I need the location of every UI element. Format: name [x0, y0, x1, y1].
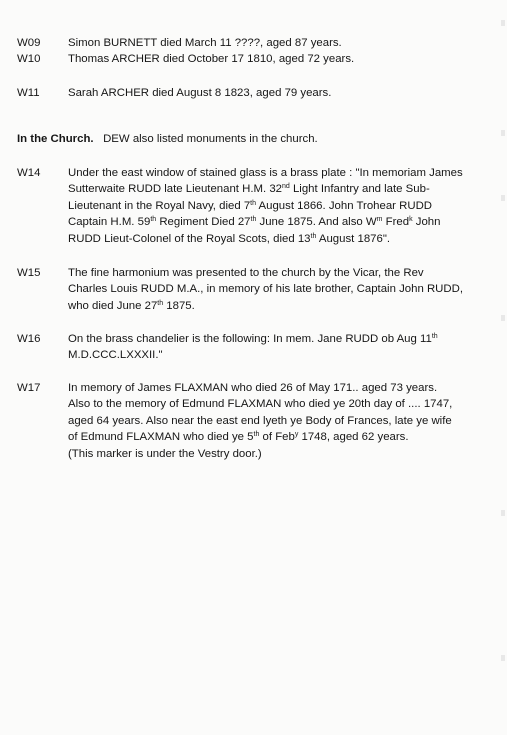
entry-line: Also to the memory of Edmund FLAXMAN who died ye 20th day of .... 1747,	[68, 398, 453, 411]
entry-line: Charles Louis RUDD M.A., in memory of his late brother, Captain John RUDD,	[68, 283, 464, 296]
entry-line: Lieutenant in the Royal Navy, died 7th August 1866. John Trohear RUDD	[68, 199, 433, 212]
entry-code: W11	[17, 87, 40, 99]
entry-code: W16	[17, 333, 41, 345]
scan-mark	[501, 130, 505, 136]
entry-line: Captain H.M. 59th Regiment Died 27th June 1875. And also $W^m$ Fred$^k$ John	[68, 216, 441, 229]
entry-line: of Edmund FLAXMAN who died ye 5th of Feb$^y$ 1748, aged 62 years.	[68, 431, 409, 444]
scan-mark	[501, 195, 505, 201]
entry-text	[68, 165, 498, 247]
entry-text	[68, 35, 498, 51]
scan-mark	[501, 655, 505, 661]
section-text: DEW also listed monuments in the church.	[103, 133, 318, 145]
entry-line: M.D.CCC.LXXXII."	[68, 349, 163, 362]
entry-line: Sutterwaite RUDD late Lieutenant H.M. 32nd Light Infantry and late Sub-	[68, 183, 430, 196]
scan-mark	[501, 315, 505, 321]
entry-code: W15	[17, 267, 41, 279]
entry-code: W10	[17, 53, 41, 65]
section-title: In the Church.	[17, 133, 94, 145]
entry-line: Under the east window of stained glass is a brass plate : "In memoriam James	[68, 167, 463, 179]
entry-code: W17	[17, 382, 41, 394]
entry-line: aged 64 years. Also near the east end lyeth ye Body of Frances, late ye wife	[68, 414, 452, 427]
section-heading	[17, 131, 318, 147]
scan-mark	[501, 20, 505, 26]
entry-text	[68, 331, 498, 364]
entry-line: (This marker is under the Vestry door.)	[68, 447, 262, 460]
entry-text	[68, 85, 498, 101]
entry-line: RUDD Lieut-Colonel of the Royal Scots, died 13th August 1876".	[68, 232, 391, 245]
entry-line: In memory of James FLAXMAN who died 26 of May 171.. aged 73 years.	[68, 382, 438, 394]
scan-mark	[501, 510, 505, 516]
entry-line: Sarah ARCHER died August 8 1823, aged 79 years.	[68, 87, 332, 99]
entry-line: who died June 27th 1875.	[68, 299, 195, 312]
entry-line: Simon BURNETT died March 11 ????, aged 87 years.	[68, 37, 342, 49]
entry-line: Thomas ARCHER died October 17 1810, aged 72 years.	[68, 53, 355, 65]
entry-code: W14	[17, 167, 41, 179]
entry-text	[68, 51, 498, 67]
entry-line: On the brass chandelier is the following: In mem. Jane RUDD ob Aug 11th	[68, 333, 438, 345]
entry-code: W09	[17, 37, 41, 49]
entry-text	[68, 265, 498, 314]
entry-line: The fine harmonium was presented to the church by the Vicar, the Rev	[68, 267, 424, 279]
entry-text	[68, 380, 498, 462]
